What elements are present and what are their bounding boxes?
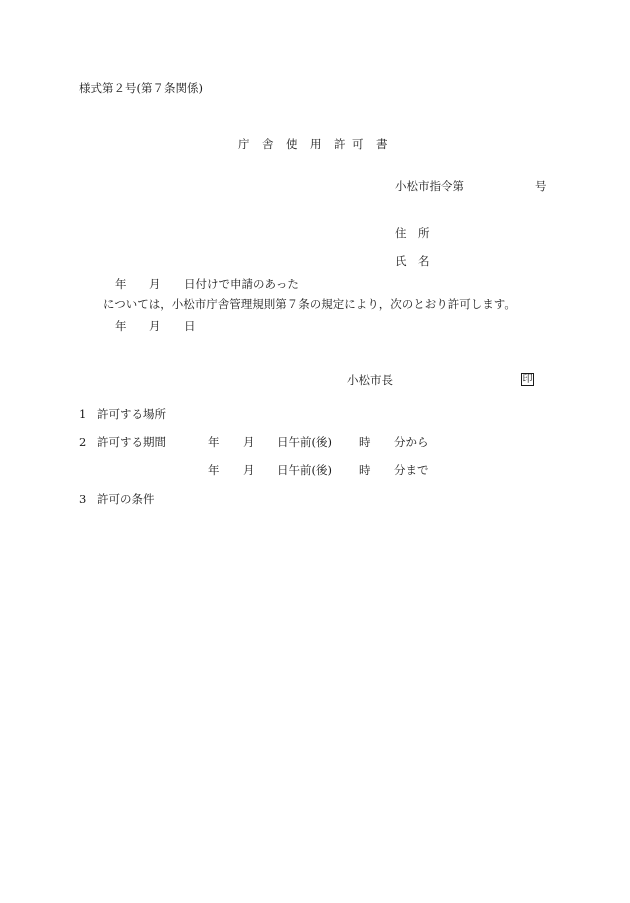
- item-number: 3: [79, 492, 87, 506]
- name-label: 氏 名: [395, 254, 430, 268]
- issue-day-label: 日: [184, 319, 196, 333]
- order-number-suffix: 号: [535, 179, 547, 193]
- period-end-month: 月: [243, 463, 255, 477]
- period-start-year: 年: [208, 435, 220, 449]
- period-start-month: 月: [243, 435, 255, 449]
- title-char: 書: [376, 137, 388, 151]
- form-number-label: 様式第２号(第７条関係): [79, 81, 203, 95]
- application-month-label: 月: [149, 277, 161, 291]
- order-number-label: 小松市指令第: [395, 179, 464, 193]
- period-start-minute: 分から: [394, 435, 429, 449]
- seal-mark: [521, 373, 534, 386]
- mayor-label: 小松市長: [347, 373, 393, 387]
- title-char: 使: [286, 137, 298, 151]
- issue-year-label: 年: [115, 319, 127, 333]
- issue-month-label: 月: [149, 319, 161, 333]
- title-char: 舎: [262, 137, 274, 151]
- title-char: 許: [334, 137, 346, 151]
- item-number: 1: [79, 407, 87, 421]
- period-end-minute: 分まで: [394, 463, 429, 477]
- period-start-day-ampm: 日午前(後): [277, 435, 332, 449]
- title-char: 可: [352, 137, 364, 151]
- permit-conditions-label: 許可の条件: [97, 492, 155, 506]
- address-label: 住 所: [395, 226, 430, 240]
- item-number: 2: [79, 435, 87, 449]
- title-char: 庁: [238, 137, 250, 151]
- application-year-label: 年: [115, 277, 127, 291]
- period-end-year: 年: [208, 463, 220, 477]
- period-end-day-ampm: 日午前(後): [277, 463, 332, 477]
- seal-char: 印: [522, 374, 533, 385]
- period-end-hour: 時: [359, 463, 371, 477]
- permitted-period-label: 許可する期間: [97, 435, 166, 449]
- title-char: 用: [310, 137, 322, 151]
- period-start-hour: 時: [359, 435, 371, 449]
- application-day-text: 日付けで申請のあった: [184, 277, 299, 291]
- permitted-place-label: 許可する場所: [97, 407, 166, 421]
- permission-sentence: については，小松市庁舎管理規則第７条の規定により，次のとおり許可します。: [103, 297, 516, 311]
